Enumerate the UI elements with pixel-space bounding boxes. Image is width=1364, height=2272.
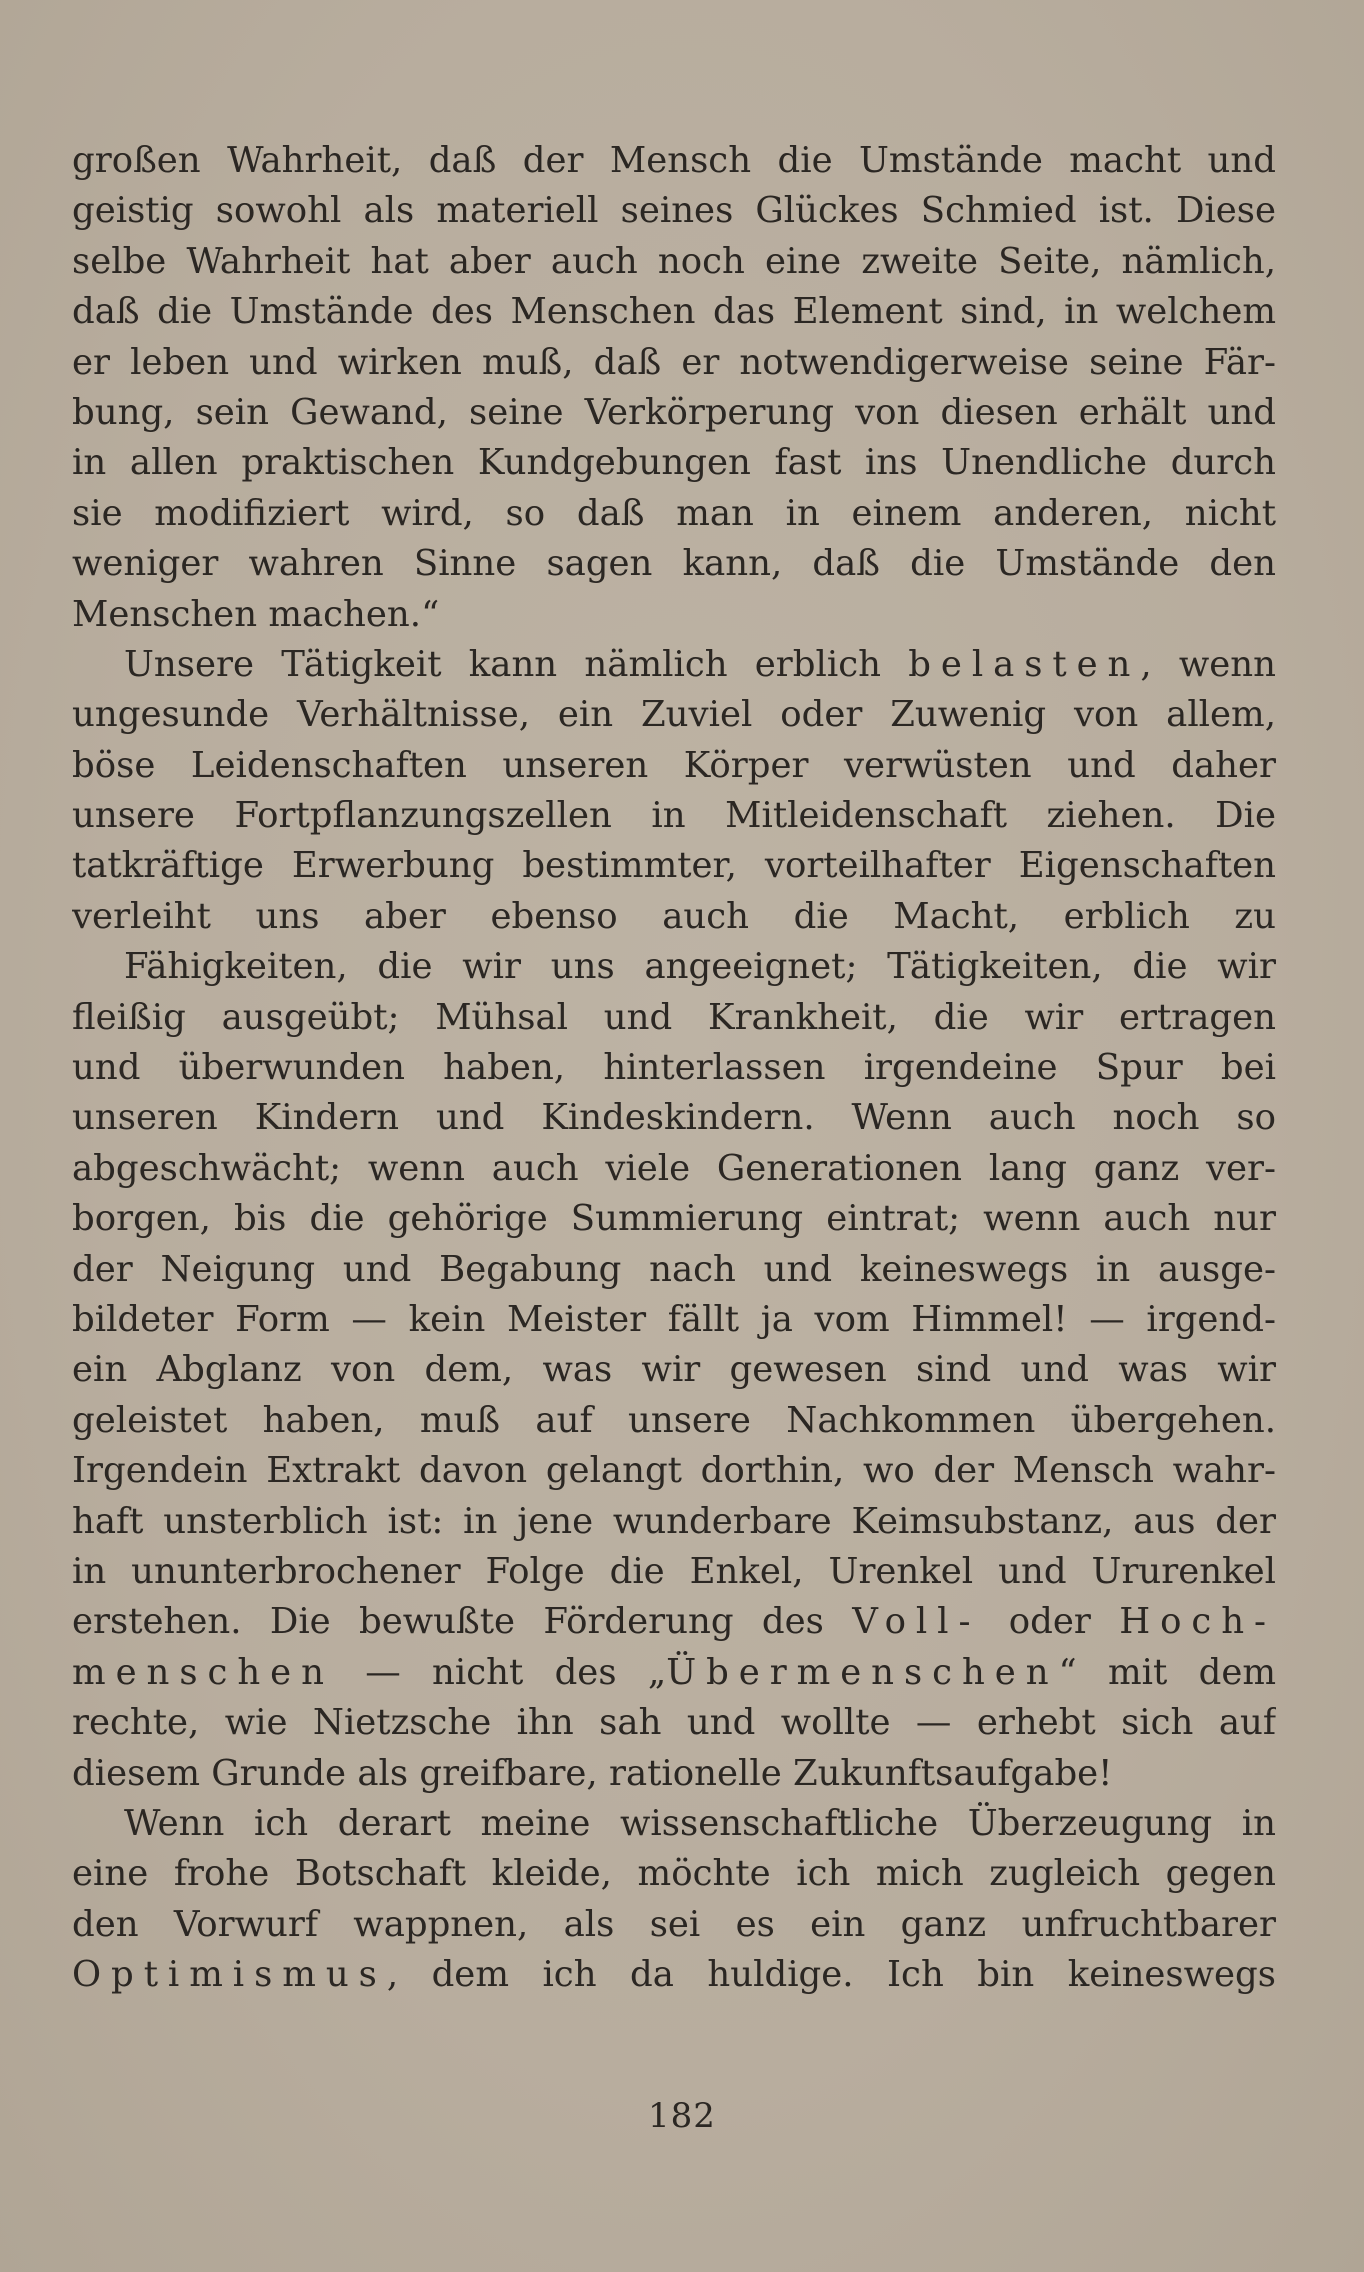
text-run: — nicht des „ <box>333 1651 667 1693</box>
text-line: tatkräftige Erwerbung bestimmter, vorteilhafter Eigenschaften <box>72 845 1276 887</box>
emphasized-word: Voll- <box>852 1601 981 1643</box>
text-line: haft unsterblich ist: in jene wunderbare Keimsubstanz, aus der <box>72 1500 1276 1542</box>
text-run: verleiht uns aber ebenso auch die Macht, erblich zu <box>72 895 1276 937</box>
text-run: , wenn <box>1140 643 1276 685</box>
text-line: geistig sowohl als materiell seines Glückes Schmied ist. Diese <box>72 190 1276 232</box>
text-line: unsere Fortpflanzungszellen in Mitleidenschaft ziehen. Die <box>72 795 1276 837</box>
text-line <box>72 1950 1276 2000</box>
text-line: borgen, bis die gehörige Summierung eintrat; wenn auch nur <box>72 1198 1276 1240</box>
text-line: unseren Kindern und Kindeskindern. Wenn auch noch so <box>72 1097 1276 1139</box>
text-line: sie modifiziert wird, so daß man in einem anderen, nicht <box>72 492 1276 534</box>
text-run: erstehen. Die bewußte Förderung des <box>72 1601 853 1643</box>
text-line: ein Abglanz von dem, was wir gewesen sind und was wir <box>72 1349 1276 1391</box>
text-line: fleißig ausgeübt; Mühsal und Krankheit, die wir ertragen <box>72 996 1276 1038</box>
paragraph-start-line: Wenn ich derart meine wissenschaftliche Überzeugung in <box>124 1802 1276 1844</box>
emphasized-word: menschen <box>72 1651 334 1693</box>
text-line: rechte, wie Nietzsche ihn sah und wollte — erhebt sich auf <box>72 1702 1276 1744</box>
paragraph-start-line <box>72 640 1276 690</box>
text-line: bildeter Form — kein Meister fällt ja vom Himmel! — irgend- <box>72 1298 1276 1340</box>
text-line: und überwunden haben, hinterlassen irgendeine Spur bei <box>72 1047 1276 1089</box>
text-line: in allen praktischen Kundgebungen fast ins Unendliche durch <box>72 442 1276 484</box>
text-run: Unsere Tätigkeit kann nämlich erblich <box>124 643 909 685</box>
text-line <box>72 1648 1276 1698</box>
emphasized-word: Übermenschen <box>666 1651 1059 1693</box>
text-line <box>72 892 1276 942</box>
text-line: er leben und wirken muß, daß er notwendigerweise seine Fär- <box>72 341 1276 383</box>
text-line: der Neigung und Begabung nach und keineswegs in ausge- <box>72 1248 1276 1290</box>
text-run: oder <box>980 1601 1120 1643</box>
text-line: Menschen machen.“ <box>72 593 440 635</box>
emphasized-word: Optimismus <box>72 1954 387 1996</box>
emphasized-word: Hoch- <box>1119 1601 1276 1643</box>
text-line: in ununterbrochener Folge die Enkel, Urenkel und Ururenkel <box>72 1550 1276 1592</box>
text-line: großen Wahrheit, daß der Mensch die Umstände macht und <box>72 140 1276 181</box>
text-run: , dem ich da huldige. Ich bin keineswegs <box>386 1954 1276 1996</box>
text-line: den Vorwurf wappnen, als sei es ein ganz unfruchtbarer <box>72 1903 1276 1945</box>
text-line: selbe Wahrheit hat aber auch noch eine zweite Seite, nämlich, <box>72 240 1276 282</box>
text-line: diesem Grunde als greifbare, rationelle Zukunftsaufgabe! <box>72 1752 1113 1794</box>
text-line: bung, sein Gewand, seine Verkörperung von diesen erhält und <box>72 391 1276 433</box>
text-line: Irgendein Extrakt davon gelangt dorthin, wo der Mensch wahr- <box>72 1450 1276 1492</box>
text-line: daß die Umstände des Menschen das Element sind, in welchem <box>72 291 1276 333</box>
body-text <box>72 136 1276 2000</box>
text-line: geleistet haben, muß auf unsere Nachkommen übergehen. <box>72 1399 1276 1441</box>
text-run: “ mit dem <box>1058 1651 1276 1693</box>
emphasized-word: belasten <box>908 643 1141 685</box>
paragraph-start-line: Fähigkeiten, die wir uns angeeignet; Tätigkeiten, die wir <box>124 946 1276 988</box>
text-line: weniger wahren Sinne sagen kann, daß die Umstände den <box>72 543 1276 585</box>
text-line <box>72 1597 1276 1647</box>
text-line: abgeschwächt; wenn auch viele Generationen lang ganz ver- <box>72 1147 1276 1189</box>
text-line: eine frohe Botschaft kleide, möchte ich mich zugleich gegen <box>72 1853 1276 1895</box>
text-line: ungesunde Verhältnisse, ein Zuviel oder Zuwenig von allem, <box>72 694 1276 736</box>
text-line: böse Leidenschaften unseren Körper verwüsten und daher <box>72 744 1276 786</box>
page-number: 182 <box>648 2096 716 2136</box>
